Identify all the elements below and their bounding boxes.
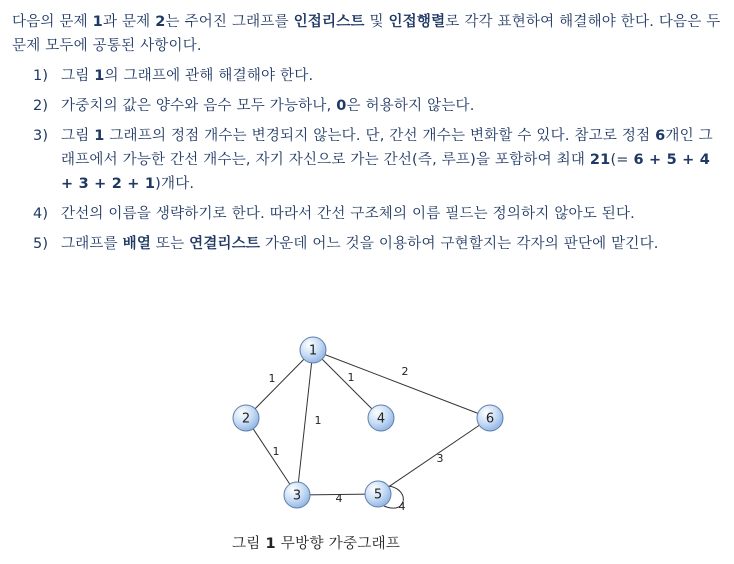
graph-node-label: 1 — [308, 343, 318, 359]
graph-edge — [313, 350, 381, 418]
text-span: (= — [610, 152, 634, 168]
list-item-number: 2) — [33, 98, 49, 114]
bold-span: 배열 — [122, 236, 152, 252]
bold-span: 1 — [94, 68, 105, 84]
text-span: 그림 — [61, 68, 95, 84]
intro-text-2: 과 문제 — [102, 14, 156, 30]
bold-span: 6 + 5 + 4 + 3 + 2 + 1 — [61, 152, 711, 192]
text-span: )개다. — [155, 176, 195, 192]
edge-weight-label: 4 — [398, 500, 406, 513]
graph-nodes — [233, 337, 503, 508]
intro-text-5: 로 각각 표현하여 해결해야 한다. 다음은 두 문제 모두에 공통된 사항이다. — [12, 14, 721, 54]
text-span: 가운데 어느 것을 이용하여 구현할지는 각자의 판단에 맡긴다. — [260, 236, 659, 252]
bold-span: 연결리스트 — [189, 236, 261, 252]
graph-node-label: 4 — [376, 411, 386, 427]
text-span: 간선의 이름을 생략하기로 한다. 따라서 간선 구조체의 이름 필드는 정의하지 않아도 된다. — [61, 206, 635, 222]
graph-node-label: 3 — [292, 488, 302, 504]
text-span: 또는 — [151, 236, 190, 252]
adjacency-list-term: 인접리스트 — [293, 14, 365, 30]
graph-node-label: 2 — [241, 411, 251, 427]
graph-edge — [246, 418, 297, 495]
intro-text-1: 다음의 문제 — [12, 14, 93, 30]
caption-text: 무방향 가중그래프 — [275, 536, 401, 552]
text-span: 가중치의 값은 양수와 음수 모두 가능하나, — [61, 98, 337, 114]
graph-edge — [246, 350, 313, 418]
edge-weight-label: 2 — [401, 365, 409, 378]
text-span: 그래프의 정점 개수는 변경되지 않는다. 단, 간선 개수는 변화할 수 있다. 참고로 정점 — [104, 128, 656, 144]
intro-text-3: 는 주어진 그래프를 — [165, 14, 294, 30]
figure-caption — [232, 532, 400, 553]
text-span: 그림 — [61, 128, 95, 144]
caption-figure-number: 1 — [265, 536, 276, 552]
list-item-number: 4) — [33, 206, 49, 222]
text-span: 개인 그래프에서 가능한 간선 개수는, 자기 자신으로 가는 간선(즉, 루프)을 포함하여 최대 — [61, 128, 713, 168]
intro-text-4: 및 — [364, 14, 389, 30]
graph-edges — [246, 350, 490, 508]
text-span: 의 그래프에 관해 해결해야 한다. — [104, 68, 314, 84]
graph-node-label: 6 — [485, 411, 495, 427]
edge-weight-label: 1 — [272, 445, 280, 458]
adjacency-matrix-term: 인접행렬 — [388, 14, 446, 30]
text-span: 그래프를 — [61, 236, 123, 252]
caption-prefix: 그림 — [232, 536, 266, 552]
graph-edge — [378, 418, 490, 494]
graph-edge — [297, 350, 313, 495]
edge-weight-label: 1 — [314, 414, 322, 427]
bold-span: 21 — [589, 152, 611, 168]
text-span: 은 허용하지 않는다. — [346, 98, 475, 114]
list-item-number: 3) — [33, 128, 49, 144]
bold-span: 6 — [655, 128, 666, 144]
bold-span: 1 — [94, 128, 105, 144]
graph-node-label: 5 — [373, 487, 383, 503]
list-item-number: 5) — [33, 236, 49, 252]
edge-weight-label: 4 — [335, 492, 343, 505]
problem-1-number: 1 — [92, 14, 103, 30]
graph-edge — [313, 350, 490, 418]
edge-weight-label: 3 — [436, 452, 444, 465]
edge-weight-label: 1 — [268, 372, 276, 385]
problem-2-number: 2 — [155, 14, 166, 30]
list-item-number: 1) — [33, 68, 49, 84]
bold-span: 0 — [336, 98, 347, 114]
edge-weight-label: 1 — [347, 371, 355, 384]
